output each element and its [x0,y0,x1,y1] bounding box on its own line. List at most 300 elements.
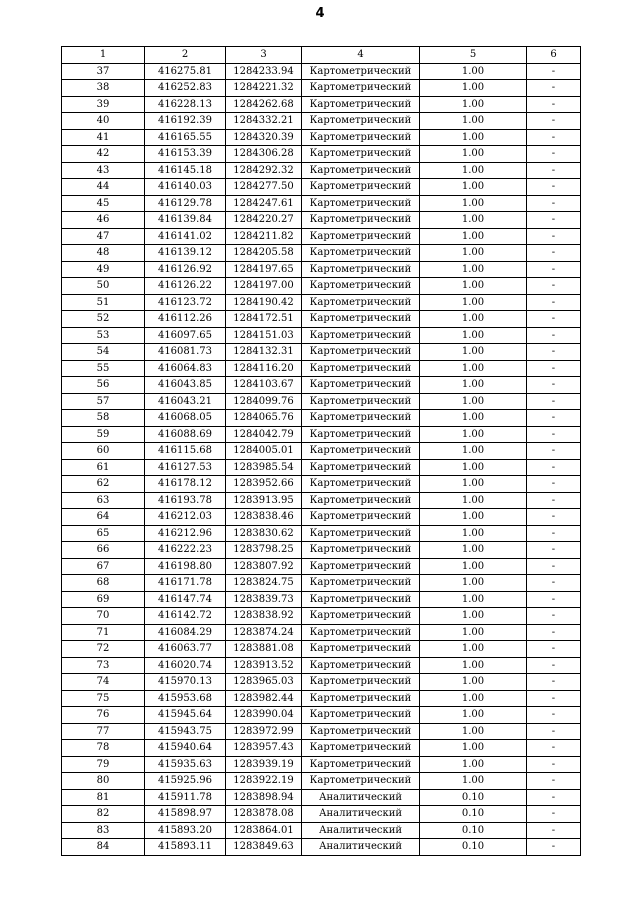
accuracy-cell: 1.00 [420,311,527,328]
method-cell: Картометрический [302,63,420,80]
note-cell: - [527,525,581,542]
accuracy-cell: 0.10 [420,839,527,856]
y-coordinate-cell: 1284190.42 [226,294,302,311]
x-coordinate-cell: 416139.84 [145,212,226,229]
method-cell: Картометрический [302,690,420,707]
point-number-cell: 79 [62,756,145,773]
header-cell-4: 4 [302,47,420,64]
accuracy-cell: 1.00 [420,591,527,608]
x-coordinate-cell: 416193.78 [145,492,226,509]
table-row [62,377,581,394]
note-cell: - [527,839,581,856]
accuracy-cell: 1.00 [420,80,527,97]
y-coordinate-cell: 1283838.46 [226,509,302,526]
x-coordinate-cell: 416222.23 [145,542,226,559]
x-coordinate-cell: 416043.85 [145,377,226,394]
note-cell: - [527,591,581,608]
point-number-cell: 73 [62,657,145,674]
y-coordinate-cell: 1283830.62 [226,525,302,542]
accuracy-cell: 1.00 [420,344,527,361]
table-row [62,773,581,790]
table-row [62,96,581,113]
point-number-cell: 68 [62,575,145,592]
point-number-cell: 82 [62,806,145,823]
x-coordinate-cell: 415898.97 [145,806,226,823]
accuracy-cell: 1.00 [420,558,527,575]
method-cell: Картометрический [302,707,420,724]
accuracy-cell: 0.10 [420,789,527,806]
table-row [62,129,581,146]
accuracy-cell: 1.00 [420,608,527,625]
point-number-cell: 67 [62,558,145,575]
note-cell: - [527,426,581,443]
table-row [62,690,581,707]
note-cell: - [527,212,581,229]
y-coordinate-cell: 1283952.66 [226,476,302,493]
accuracy-cell: 1.00 [420,459,527,476]
method-cell: Картометрический [302,228,420,245]
accuracy-cell: 1.00 [420,63,527,80]
table-row [62,723,581,740]
table-row [62,789,581,806]
x-coordinate-cell: 415911.78 [145,789,226,806]
point-number-cell: 63 [62,492,145,509]
point-number-cell: 76 [62,707,145,724]
accuracy-cell: 1.00 [420,476,527,493]
note-cell: - [527,608,581,625]
point-number-cell: 77 [62,723,145,740]
point-number-cell: 50 [62,278,145,295]
x-coordinate-cell: 416198.80 [145,558,226,575]
method-cell: Картометрический [302,459,420,476]
accuracy-cell: 1.00 [420,624,527,641]
table-row [62,476,581,493]
table-row [62,575,581,592]
y-coordinate-cell: 1284211.82 [226,228,302,245]
table-row [62,228,581,245]
method-cell: Картометрический [302,575,420,592]
table-header [62,47,581,64]
method-cell: Картометрический [302,509,420,526]
accuracy-cell: 0.10 [420,822,527,839]
x-coordinate-cell: 416081.73 [145,344,226,361]
coordinates-table [61,46,581,856]
note-cell: - [527,179,581,196]
point-number-cell: 43 [62,162,145,179]
table-row [62,806,581,823]
y-coordinate-cell: 1284151.03 [226,327,302,344]
point-number-cell: 46 [62,212,145,229]
table-row [62,426,581,443]
x-coordinate-cell: 416088.69 [145,426,226,443]
table-row [62,443,581,460]
note-cell: - [527,96,581,113]
x-coordinate-cell: 416145.18 [145,162,226,179]
method-cell: Картометрический [302,129,420,146]
note-cell: - [527,575,581,592]
method-cell: Картометрический [302,113,420,130]
method-cell: Картометрический [302,393,420,410]
method-cell: Картометрический [302,80,420,97]
table-row [62,113,581,130]
y-coordinate-cell: 1284042.79 [226,426,302,443]
accuracy-cell: 1.00 [420,377,527,394]
y-coordinate-cell: 1283824.75 [226,575,302,592]
page-number: 4 [315,6,325,21]
method-cell: Картометрический [302,723,420,740]
point-number-cell: 66 [62,542,145,559]
y-coordinate-cell: 1283878.08 [226,806,302,823]
accuracy-cell: 1.00 [420,492,527,509]
y-coordinate-cell: 1284233.94 [226,63,302,80]
x-coordinate-cell: 416043.21 [145,393,226,410]
method-cell: Картометрический [302,756,420,773]
table-row [62,410,581,427]
y-coordinate-cell: 1284306.28 [226,146,302,163]
x-coordinate-cell: 415925.96 [145,773,226,790]
accuracy-cell: 1.00 [420,261,527,278]
x-coordinate-cell: 416212.03 [145,509,226,526]
method-cell: Аналитический [302,806,420,823]
x-coordinate-cell: 416228.13 [145,96,226,113]
point-number-cell: 81 [62,789,145,806]
method-cell: Картометрический [302,311,420,328]
method-cell: Картометрический [302,426,420,443]
x-coordinate-cell: 416275.81 [145,63,226,80]
note-cell: - [527,674,581,691]
x-coordinate-cell: 415945.64 [145,707,226,724]
x-coordinate-cell: 415970.13 [145,674,226,691]
note-cell: - [527,773,581,790]
method-cell: Картометрический [302,773,420,790]
table-row [62,525,581,542]
y-coordinate-cell: 1283874.24 [226,624,302,641]
accuracy-cell: 1.00 [420,410,527,427]
note-cell: - [527,476,581,493]
point-number-cell: 58 [62,410,145,427]
x-coordinate-cell: 416252.83 [145,80,226,97]
note-cell: - [527,509,581,526]
method-cell: Картометрический [302,360,420,377]
x-coordinate-cell: 416084.29 [145,624,226,641]
point-number-cell: 41 [62,129,145,146]
x-coordinate-cell: 415893.20 [145,822,226,839]
note-cell: - [527,707,581,724]
method-cell: Картометрический [302,261,420,278]
note-cell: - [527,146,581,163]
note-cell: - [527,113,581,130]
y-coordinate-cell: 1284221.32 [226,80,302,97]
method-cell: Картометрический [302,740,420,757]
method-cell: Картометрический [302,525,420,542]
note-cell: - [527,542,581,559]
table-row [62,641,581,658]
point-number-cell: 56 [62,377,145,394]
x-coordinate-cell: 416171.78 [145,575,226,592]
accuracy-cell: 1.00 [420,327,527,344]
accuracy-cell: 1.00 [420,723,527,740]
accuracy-cell: 1.00 [420,212,527,229]
table-body [62,63,581,855]
note-cell: - [527,443,581,460]
point-number-cell: 48 [62,245,145,262]
point-number-cell: 61 [62,459,145,476]
y-coordinate-cell: 1283982.44 [226,690,302,707]
y-coordinate-cell: 1283972.99 [226,723,302,740]
point-number-cell: 71 [62,624,145,641]
table-row [62,261,581,278]
accuracy-cell: 1.00 [420,657,527,674]
note-cell: - [527,459,581,476]
y-coordinate-cell: 1284116.20 [226,360,302,377]
accuracy-cell: 1.00 [420,690,527,707]
header-cell-3: 3 [226,47,302,64]
note-cell: - [527,822,581,839]
x-coordinate-cell: 415943.75 [145,723,226,740]
y-coordinate-cell: 1284065.76 [226,410,302,427]
method-cell: Картометрический [302,443,420,460]
note-cell: - [527,261,581,278]
table-row [62,509,581,526]
accuracy-cell: 1.00 [420,162,527,179]
point-number-cell: 65 [62,525,145,542]
point-number-cell: 78 [62,740,145,757]
y-coordinate-cell: 1284205.58 [226,245,302,262]
method-cell: Картометрический [302,344,420,361]
method-cell: Картометрический [302,558,420,575]
x-coordinate-cell: 415893.11 [145,839,226,856]
x-coordinate-cell: 416141.02 [145,228,226,245]
method-cell: Картометрический [302,624,420,641]
point-number-cell: 75 [62,690,145,707]
x-coordinate-cell: 416064.83 [145,360,226,377]
accuracy-cell: 1.00 [420,294,527,311]
point-number-cell: 47 [62,228,145,245]
table-row [62,327,581,344]
method-cell: Картометрический [302,179,420,196]
table-row [62,80,581,97]
point-number-cell: 49 [62,261,145,278]
x-coordinate-cell: 416115.68 [145,443,226,460]
header-cell-5: 5 [420,47,527,64]
x-coordinate-cell: 416097.65 [145,327,226,344]
point-number-cell: 39 [62,96,145,113]
point-number-cell: 37 [62,63,145,80]
method-cell: Картометрический [302,657,420,674]
note-cell: - [527,641,581,658]
table-row [62,839,581,856]
x-coordinate-cell: 416112.26 [145,311,226,328]
x-coordinate-cell: 416165.55 [145,129,226,146]
note-cell: - [527,806,581,823]
y-coordinate-cell: 1284172.51 [226,311,302,328]
point-number-cell: 72 [62,641,145,658]
accuracy-cell: 1.00 [420,674,527,691]
point-number-cell: 84 [62,839,145,856]
accuracy-cell: 1.00 [420,245,527,262]
x-coordinate-cell: 416063.77 [145,641,226,658]
table-row [62,63,581,80]
note-cell: - [527,195,581,212]
y-coordinate-cell: 1284220.27 [226,212,302,229]
x-coordinate-cell: 416140.03 [145,179,226,196]
table-row [62,393,581,410]
table-row [62,179,581,196]
note-cell: - [527,294,581,311]
method-cell: Аналитический [302,839,420,856]
point-number-cell: 45 [62,195,145,212]
x-coordinate-cell: 416123.72 [145,294,226,311]
method-cell: Картометрический [302,245,420,262]
x-coordinate-cell: 416127.53 [145,459,226,476]
y-coordinate-cell: 1283922.19 [226,773,302,790]
y-coordinate-cell: 1283839.73 [226,591,302,608]
note-cell: - [527,492,581,509]
accuracy-cell: 1.00 [420,96,527,113]
point-number-cell: 59 [62,426,145,443]
accuracy-cell: 1.00 [420,707,527,724]
method-cell: Картометрический [302,195,420,212]
method-cell: Картометрический [302,674,420,691]
accuracy-cell: 1.00 [420,773,527,790]
method-cell: Картометрический [302,96,420,113]
method-cell: Картометрический [302,327,420,344]
point-number-cell: 54 [62,344,145,361]
point-number-cell: 40 [62,113,145,130]
point-number-cell: 52 [62,311,145,328]
accuracy-cell: 1.00 [420,641,527,658]
table-row [62,492,581,509]
table-row [62,542,581,559]
x-coordinate-cell: 416142.72 [145,608,226,625]
y-coordinate-cell: 1284099.76 [226,393,302,410]
accuracy-cell: 1.00 [420,113,527,130]
table-row [62,740,581,757]
method-cell: Картометрический [302,492,420,509]
point-number-cell: 38 [62,80,145,97]
accuracy-cell: 1.00 [420,195,527,212]
y-coordinate-cell: 1284277.50 [226,179,302,196]
note-cell: - [527,410,581,427]
y-coordinate-cell: 1284197.65 [226,261,302,278]
point-number-cell: 60 [62,443,145,460]
point-number-cell: 57 [62,393,145,410]
note-cell: - [527,690,581,707]
note-cell: - [527,789,581,806]
method-cell: Картометрический [302,294,420,311]
method-cell: Аналитический [302,822,420,839]
y-coordinate-cell: 1284320.39 [226,129,302,146]
y-coordinate-cell: 1283864.01 [226,822,302,839]
note-cell: - [527,162,581,179]
x-coordinate-cell: 416212.96 [145,525,226,542]
y-coordinate-cell: 1283913.95 [226,492,302,509]
header-cell-1: 1 [62,47,145,64]
x-coordinate-cell: 416153.39 [145,146,226,163]
table-row [62,608,581,625]
note-cell: - [527,344,581,361]
point-number-cell: 74 [62,674,145,691]
table-row [62,195,581,212]
y-coordinate-cell: 1283965.03 [226,674,302,691]
header-cell-6: 6 [527,47,581,64]
note-cell: - [527,558,581,575]
x-coordinate-cell: 415953.68 [145,690,226,707]
x-coordinate-cell: 416129.78 [145,195,226,212]
y-coordinate-cell: 1284005.01 [226,443,302,460]
y-coordinate-cell: 1283990.04 [226,707,302,724]
x-coordinate-cell: 416126.22 [145,278,226,295]
accuracy-cell: 1.00 [420,443,527,460]
accuracy-cell: 1.00 [420,393,527,410]
accuracy-cell: 1.00 [420,146,527,163]
method-cell: Картометрический [302,212,420,229]
y-coordinate-cell: 1284103.67 [226,377,302,394]
y-coordinate-cell: 1284132.31 [226,344,302,361]
note-cell: - [527,327,581,344]
table-row [62,245,581,262]
y-coordinate-cell: 1283957.43 [226,740,302,757]
table-row [62,146,581,163]
y-coordinate-cell: 1284197.00 [226,278,302,295]
method-cell: Картометрический [302,278,420,295]
note-cell: - [527,63,581,80]
table-row [62,278,581,295]
note-cell: - [527,740,581,757]
y-coordinate-cell: 1284332.21 [226,113,302,130]
x-coordinate-cell: 416126.92 [145,261,226,278]
y-coordinate-cell: 1283898.94 [226,789,302,806]
accuracy-cell: 1.00 [420,740,527,757]
y-coordinate-cell: 1283985.54 [226,459,302,476]
y-coordinate-cell: 1283838.92 [226,608,302,625]
table-row [62,459,581,476]
y-coordinate-cell: 1283849.63 [226,839,302,856]
x-coordinate-cell: 416147.74 [145,591,226,608]
method-cell: Картометрический [302,146,420,163]
table-row [62,591,581,608]
x-coordinate-cell: 416192.39 [145,113,226,130]
point-number-cell: 69 [62,591,145,608]
method-cell: Картометрический [302,542,420,559]
table-row [62,707,581,724]
note-cell: - [527,377,581,394]
note-cell: - [527,228,581,245]
accuracy-cell: 1.00 [420,426,527,443]
method-cell: Картометрический [302,162,420,179]
method-cell: Картометрический [302,641,420,658]
y-coordinate-cell: 1283913.52 [226,657,302,674]
y-coordinate-cell: 1283939.19 [226,756,302,773]
y-coordinate-cell: 1283807.92 [226,558,302,575]
table-row [62,294,581,311]
x-coordinate-cell: 416139.12 [145,245,226,262]
note-cell: - [527,278,581,295]
note-cell: - [527,311,581,328]
y-coordinate-cell: 1284292.32 [226,162,302,179]
header-cell-2: 2 [145,47,226,64]
table-row [62,212,581,229]
accuracy-cell: 1.00 [420,509,527,526]
point-number-cell: 42 [62,146,145,163]
point-number-cell: 55 [62,360,145,377]
point-number-cell: 83 [62,822,145,839]
table-row [62,822,581,839]
y-coordinate-cell: 1284247.61 [226,195,302,212]
x-coordinate-cell: 416020.74 [145,657,226,674]
x-coordinate-cell: 416178.12 [145,476,226,493]
point-number-cell: 64 [62,509,145,526]
